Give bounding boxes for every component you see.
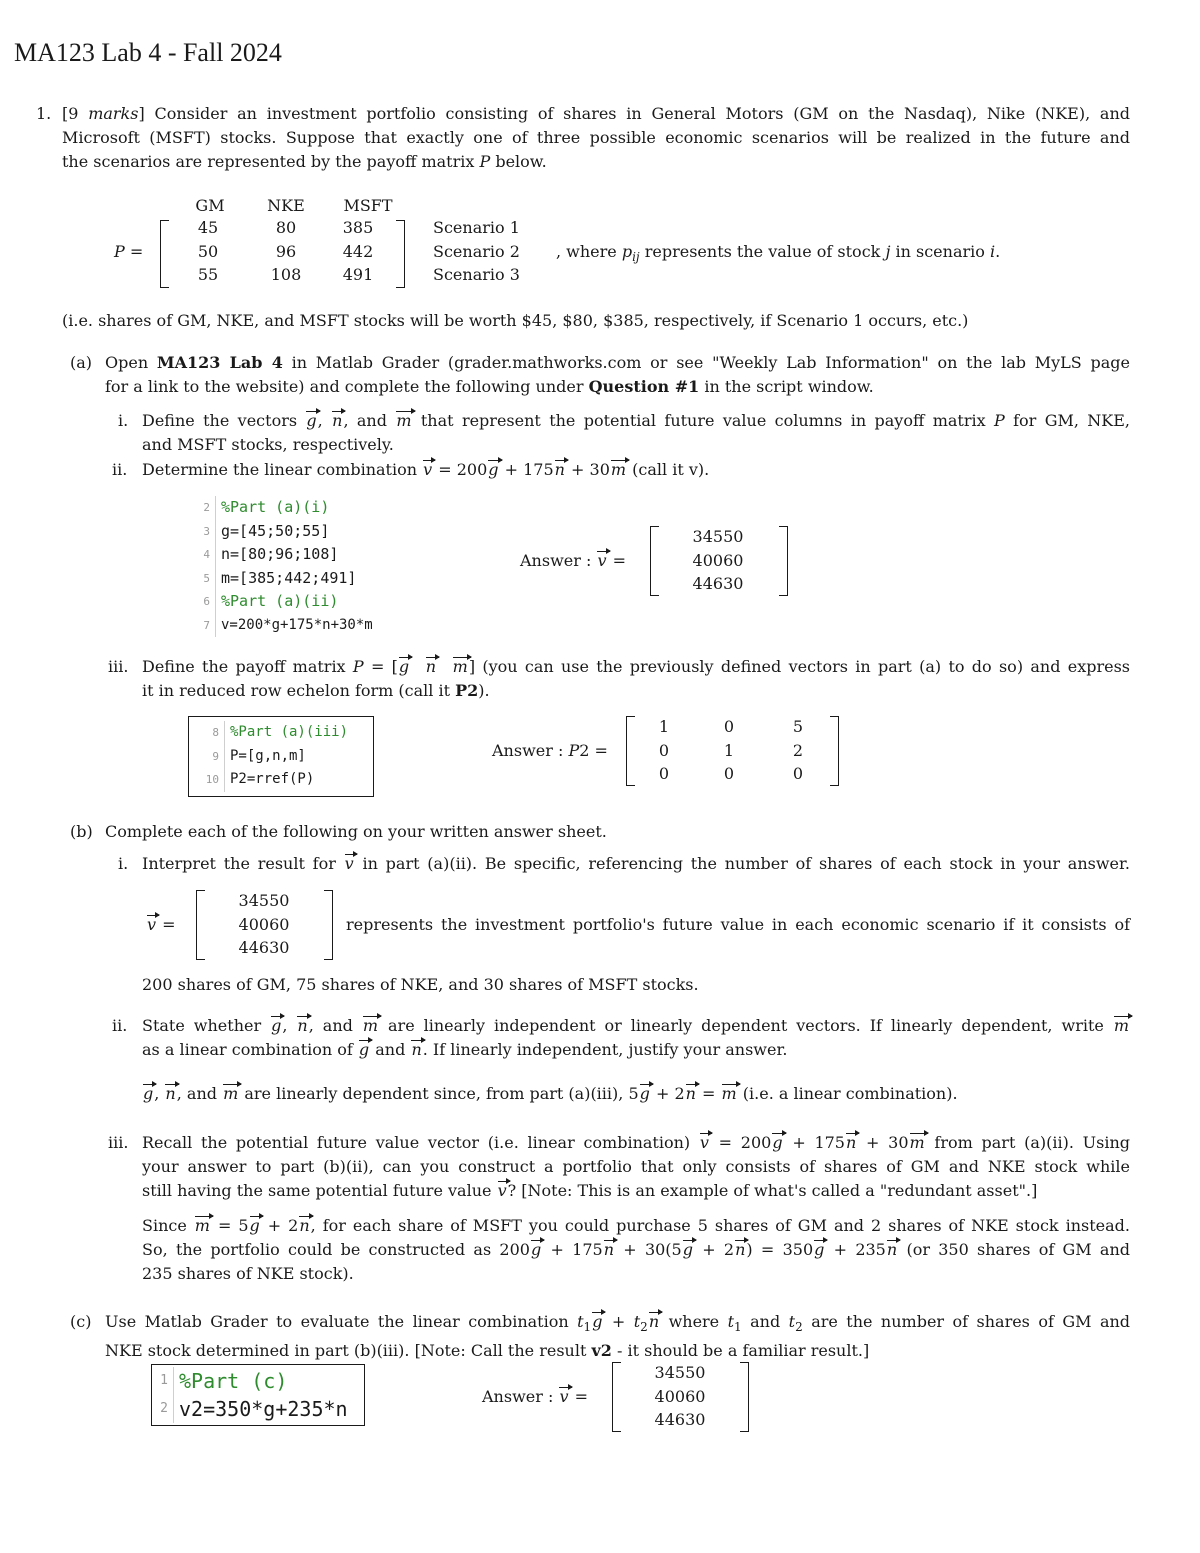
line-number: 1 [154,1367,174,1395]
answer-v-label: Answer : v = [520,549,626,573]
line-number: 9 [197,745,225,769]
p-cell: 45 [197,218,219,237]
p2-cell: 0 [723,717,735,736]
p-cell: 50 [197,242,219,261]
v2-value: 40060 [654,1387,706,1406]
b-i-represents: represents the investment portfolio's future value in each economic scenario if it consists of [346,915,1130,934]
line-number: 3 [188,520,216,544]
code-line: m=[385;442;491] [221,568,357,587]
b-iii-answer: Since m = 5g + 2n, for each share of MSFT you could purchase 5 shares of GM and 2 shares of NKE stock instead. So, the portfolio could be constructed as 200g + 175n + 30(5g + 2n) = 350g + 235n (or 350 shares of GM and 235 shares of NKE stock). [142,1216,1131,1283]
answer-v-right-bracket [779,526,788,596]
code-line: %Part (a)(i) [221,498,330,516]
marks-label: [9 marks] [62,104,145,123]
part-b-ii-text: State whether g, n, and m are linearly independent or linearly dependent vectors. If linearly dependent, write m as a linear combination of g and n. If linearly independent, justify your answer. [142,1014,1130,1062]
part-a-label: (a) [70,353,93,372]
answer-v2-left-bracket [612,1362,621,1432]
b-i-v-label: v = [146,913,176,937]
v-value: 40060 [692,551,744,570]
v-value: 34550 [692,527,744,546]
answer-v-left-bracket [650,526,659,596]
ie-note: (i.e. shares of GM, NKE, and MSFT stocks will be worth $45, $80, $385, respectively, if Scenario 1 occurs, etc.) [62,311,969,330]
line-number: 8 [197,721,225,745]
part-a-iii-label: iii. [108,657,129,676]
p-cell: 80 [275,218,297,237]
line-number: 7 [188,614,216,638]
part-a-ii-label: ii. [112,460,128,479]
part-a-i-label: i. [118,411,129,430]
p2-cell: 0 [658,741,670,760]
part-a-iii-text: Define the payoff matrix P = [g n m] (you can use the previously defined vectors in part (a) to do so) and express it in reduced row echelon form (call it P2). [142,657,1131,700]
vector-g-symbol: g [305,409,317,433]
part-b-i-label: i. [118,854,129,873]
part-b-i-text: Interpret the result for v in part (a)(ii). Be specific, referencing the number of shares of each stock in your answer. [142,852,1130,876]
p-cell: 55 [197,265,219,284]
code-line: %Part (c) [179,1369,288,1393]
code-line: %Part (a)(iii) [230,724,349,740]
p2-cell: 1 [658,717,670,736]
part-c-text: Use Matlab Grader to evaluate the linear combination $t_1g + t_2n$ where $t_1$ and $t_2$ are the number of shares of GM and NKE stock determined in part (b)(iii). [Note: Call the result v2 - it should be a familiar result.] [105,1312,1131,1361]
where-note: , where $p_{ij}$ represents the value of stock j in scenario i. [556,242,1001,265]
part-a-ii-text: Determine the linear combination v = 200g + 175n + 30m (call it v). [142,458,709,482]
code-line: P=[g,n,m] [230,747,306,764]
line-number: 2 [154,1395,174,1423]
line-number: 6 [188,590,216,614]
line-number: 10 [197,768,225,792]
b-i-answer: 200 shares of GM, 75 shares of NKE, and 30 shares of MSFT stocks. [142,975,699,994]
code-line: g=[45;50;55] [221,521,330,540]
vector-n-symbol: n [331,409,343,433]
answer-v2-label: Answer : v = [482,1385,588,1409]
answer-p2-label: Answer : P2 = [492,741,608,760]
vector-m-symbol: m [395,409,412,433]
code-block-c [151,1364,365,1426]
v-value: 34550 [238,891,290,910]
code-line: n=[80;96;108] [221,545,339,563]
matrix-p-label: P = [114,242,144,261]
p2-cell: 1 [723,741,735,760]
p-cell: 442 [342,242,374,261]
line-number: 2 [188,496,216,520]
intro-line-2: Microsoft (MSFT) stocks. Suppose that exactly one of three possible economic scenarios will be realized in the future and [62,128,1130,147]
part-b-label: (b) [70,822,93,841]
part-a-text: Open MA123 Lab 4 in Matlab Grader (grader.mathworks.com or see "Weekly Lab Information" on the lab MyLS page for a link to the website) and complete the following under Question #1 in the script window. [105,353,1131,396]
intro-line-3: the scenarios are represented by the payoff matrix P below. [62,152,547,171]
p2-cell: 5 [792,717,804,736]
part-a-i-text: Define the vectors g, n, and m that represent the potential future value columns in payoff matrix P for GM, NKE, and MSFT stocks, respectively. [142,411,1131,454]
part-b-ii-label: ii. [112,1016,128,1035]
p-cell: 96 [275,242,297,261]
p-cell: 491 [342,265,374,284]
part-c-label: (c) [70,1312,92,1331]
intro-line-1-text: Consider an investment portfolio consisting of shares in General Motors (GM on the Nasdaq), Nike (NKE), and [154,104,1130,123]
b-i-left-bracket [196,890,205,960]
line-number: 5 [188,567,216,591]
line-number: 4 [188,543,216,567]
b-ii-answer: g, n, and m are linearly dependent since, from part (a)(iii), 5g + 2n = m (i.e. a linear combination). [142,1082,958,1106]
v-value: 44630 [692,574,744,593]
p-cell: 385 [342,218,374,237]
scenario-label: Scenario 3 [433,265,520,284]
header-gm: GM [195,196,225,215]
question-number: 1. [36,104,52,123]
p-cell: 108 [270,265,302,284]
answer-v2-right-bracket [740,1362,749,1432]
scenario-label: Scenario 1 [433,218,520,237]
part-b-iii-label: iii. [108,1133,129,1152]
header-msft: MSFT [343,196,393,215]
p2-cell: 0 [792,764,804,783]
scenario-label: Scenario 2 [433,242,520,261]
part-b-iii-text: Recall the potential future value vector (i.e. linear combination) v = 200g + 175n + 30m from part (a)(ii). Using your answer to part (b)(ii), can you construct a portfolio that only consists of shares of GM and NKE stock while still having the same potential future value v? [Note: This is an example of what's called a "redundant asset".] [142,1131,1130,1203]
code-line: %Part (a)(ii) [221,592,339,610]
p2-cell: 0 [723,764,735,783]
code-line: v2=350*g+235*n [179,1397,348,1421]
header-nke: NKE [267,196,305,215]
v-value: 40060 [238,915,290,934]
code-line: v=200*g+175*n+30*m [221,616,373,633]
part-b-text: Complete each of the following on your written answer sheet. [105,822,607,841]
v2-value: 44630 [654,1410,706,1429]
question-intro [62,102,1130,174]
b-i-right-bracket [324,890,333,960]
v2-value: 34550 [654,1363,706,1382]
code-block-a-iii [188,716,374,797]
v-value: 44630 [238,938,290,957]
p2-cell: 2 [792,741,804,760]
page-title: MA123 Lab 4 - Fall 2024 [14,38,282,67]
code-line: P2=rref(P) [230,771,315,787]
p2-cell: 0 [658,764,670,783]
code-block-a [188,496,373,637]
